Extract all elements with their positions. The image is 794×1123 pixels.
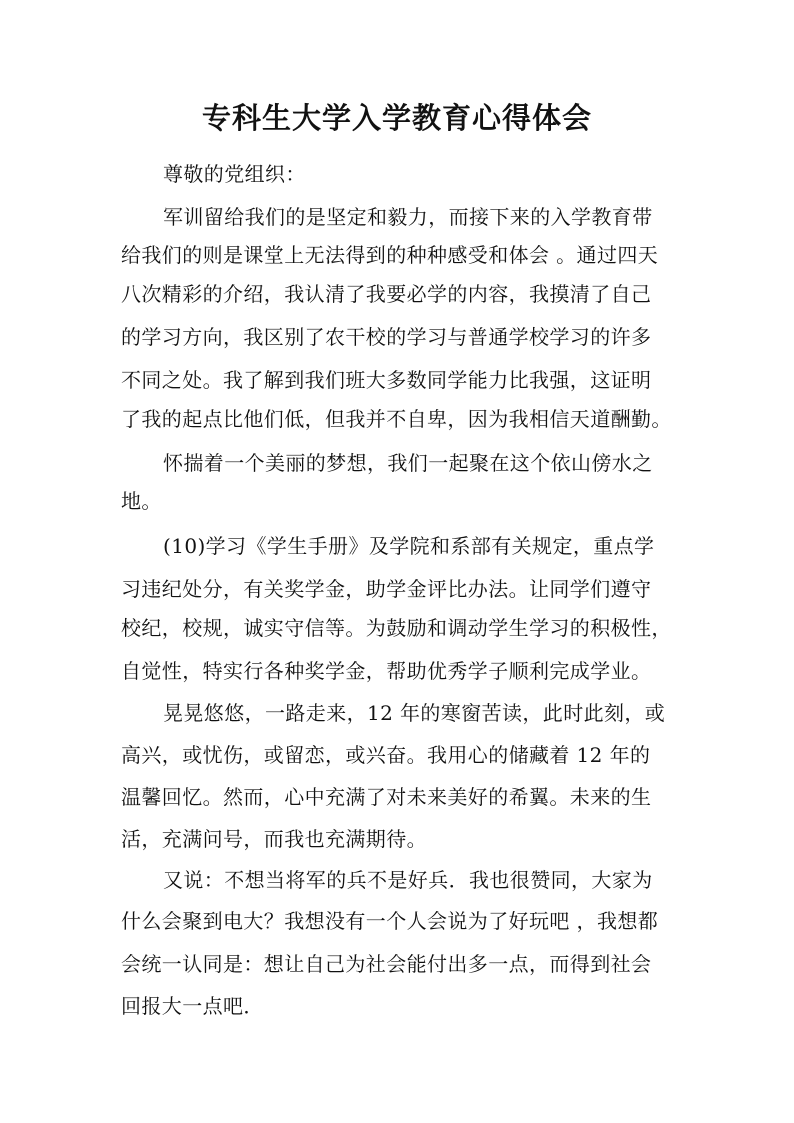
paragraph-line: 又说：不想当将军的兵不是好兵．我也很赞同，大家为	[163, 868, 653, 892]
paragraph-line: 军训留给我们的是坚定和毅力，而接下来的入学教育带	[163, 205, 653, 229]
paragraph-line: 晃晃悠悠，一路走来，12 年的寒窗苦读，此时此刻，或	[163, 701, 666, 725]
paragraph-line: 会统一认同是：想让自己为社会能付出多一点，而得到社会	[121, 952, 652, 976]
paragraph-line: 的学习方向，我区别了农干校的学习与普通学校学习的许多	[121, 325, 652, 349]
paragraph-line: 不同之处。我了解到我们班大多数同学能力比我强，这证明	[121, 368, 652, 392]
paragraph-line: 自觉性，特实行各种奖学金，帮助优秀学子顺利完成学业。	[121, 659, 652, 683]
paragraph-line: 怀揣着一个美丽的梦想，我们一起聚在这个依山傍水之	[163, 451, 653, 475]
paragraph-line: 校纪，校规，诚实守信等。为鼓励和调动学生学习的积极性，	[121, 616, 672, 640]
paragraph-line: 了我的起点比他们低，但我并不自卑，因为我相信天道酬勤。	[121, 407, 672, 431]
paragraph-line: 温馨回忆。然而，心中充满了对未来美好的希翼。未来的生	[121, 785, 652, 809]
document-title: 专科生大学入学教育心得体会	[201, 101, 592, 135]
paragraph-line: 高兴，或忧伤，或留恋，或兴奋。我用心的储藏着 12 年的	[121, 743, 651, 767]
paragraph-line: 什么会聚到电大？我想没有一个人会说为了好玩吧 ，我想都	[121, 909, 659, 933]
paragraph-line: 活，充满问号，而我也充满期待。	[121, 827, 427, 851]
paragraph-line: 八次精彩的介绍，我认清了我要必学的内容，我摸清了自己	[121, 282, 652, 306]
paragraph-line: 给我们的则是课堂上无法得到的种种感受和体会 。通过四天	[121, 243, 659, 267]
paragraph-line: 回报大一点吧．	[121, 994, 264, 1018]
salutation: 尊敬的党组织：	[163, 162, 306, 186]
paragraph-line: 地。	[121, 489, 162, 513]
paragraph-line: 习违纪处分，有关奖学金，助学金评比办法。让同学们遵守	[121, 577, 652, 601]
paragraph-line: (10)学习《学生手册》及学院和系部有关规定，重点学	[163, 534, 655, 558]
